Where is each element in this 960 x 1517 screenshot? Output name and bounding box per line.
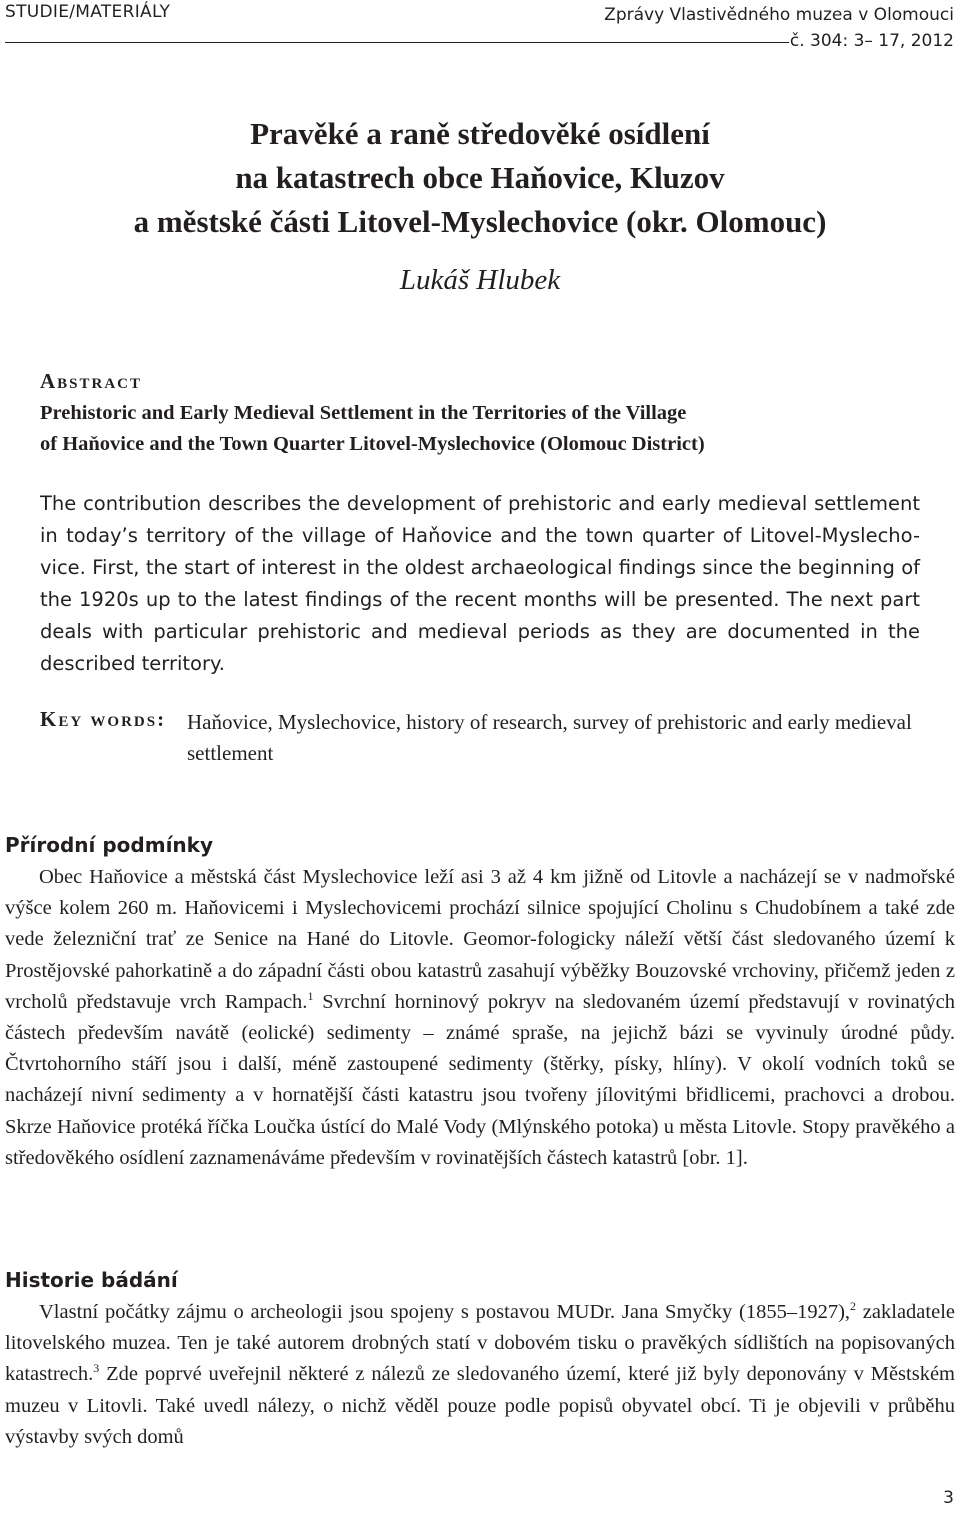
section-body-research-history [5,1297,955,1453]
keywords-label: Key words: [40,707,167,731]
paragraph-text: Zde poprvé uveřejnil některé z nálezů ze sledovaného území, které již byly deponovány v Městském muzeu v Litovli. Také uvedl nálezy, o nichž věděl pouze podle popisů obyvatel obcí. Ti je objevili v průběhu výstavby svých domů [5,1363,955,1448]
abstract-body: The contribution describes the development of prehistoric and early medieval settlement in today’s territory of the village of Haňovice and the town quarter of Litovel-Myslecho-vice. First, the start of interest in the oldest archaeological findings since the beginning of the 1920s up to the latest findings of the recent months will be presented. The next part deals with particular prehistoric and medieval periods as they are documented in the described territory. [40,492,920,675]
section-body-natural-conditions [5,862,955,1174]
journal-name: Zprávy Vlastivědného muzea v Olomouci [604,5,954,25]
journal-issue: č. 304: 3– 17, 2012 [789,31,954,51]
author-name: Lukáš Hlubek [399,264,561,296]
abstract-title-line-2: of Haňovice and the Town Quarter Litovel-Myslechovice (Olomouc District) [40,433,705,455]
section-heading-research-history: Historie bádání [5,1268,178,1292]
paragraph-text: Vlastní počátky zájmu o archeologii jsou spojeny s postavou MUDr. Jana Smyčky (1855–1927), [39,1301,851,1323]
header-rule [5,42,789,43]
footnote-ref-1[interactable]: 1 [307,988,314,1003]
paragraph-text: zakladatele litovelského muzea. Ten je také autorem drobných statí v dobovém tisku o pravěkých sídlištích na popisovaných katastrech. [5,1301,955,1386]
page-number: 3 [943,1488,954,1508]
footnote-ref-2[interactable]: 2 [850,1299,857,1314]
section-heading-natural-conditions: Přírodní podmínky [5,833,213,857]
paragraph-text: Svrchní horninový pokryv na sledovaném území představují v rovinatých částech především navátě (eolické) sedimenty – známé spraše, na jejichž bázi se vyvinuly úrodné půdy. Čtvrtohorního stáří jsou i další, méně zastoupené sedimenty (štěrky, písky, hlíny). V okolí vodních toků se nacházejí nivní sedimenty a v hornatější části katastru jsou tvořeny jílovitými břidlicemi, prachovci a drobou. Skrze Haňovice protéká říčka Loučka ústící do Malé Vody (Mlýnského potoka) u města Litovle. Stopy pravěkého a středověkého osídlení zaznamenáváme především v rovinatějších částech katastrů [obr. 1]. [5,990,955,1169]
keywords-body: Haňovice, Myslechovice, history of research, survey of prehistoric and early medieval settlement [187,710,912,765]
abstract-title [40,398,920,460]
abstract-title-line-1: Prehistoric and Early Medieval Settlement in the Territories of the Village [40,402,687,424]
article-title [0,112,960,244]
section-label: STUDIE/MATERIÁLY [5,2,171,22]
footnote-ref-3[interactable]: 3 [93,1361,100,1376]
journal-info [604,2,954,54]
title-line-1: Pravěké a raně středověké osídlení [250,116,710,151]
title-line-2: na katastrech obce Haňovice, Kluzov [235,160,725,195]
abstract-label: Abstract [40,369,143,393]
paragraph-text: Obec Haňovice a městská část Myslechovice leží asi 3 až 4 km jižně od Litovle a nacházejí se v nadmořské výšce kolem 260 m. Haňovicemi i Myslechovicemi prochází silnice spojující Cholinu s Chudobínem a také zde vede železniční trať ze Senice na Hané do Litovle. Geomor-fologicky náleží větší část sledovaného území k Prostějovské pahorkatině a do západní části obou katastrů zasahují výběžky Bouzovské vrchoviny, přičemž jeden z vrcholů představuje vrch Rampach. [5,866,955,1013]
title-line-3: a městské části Litovel-Myslechovice (okr. Olomouc) [133,204,827,239]
